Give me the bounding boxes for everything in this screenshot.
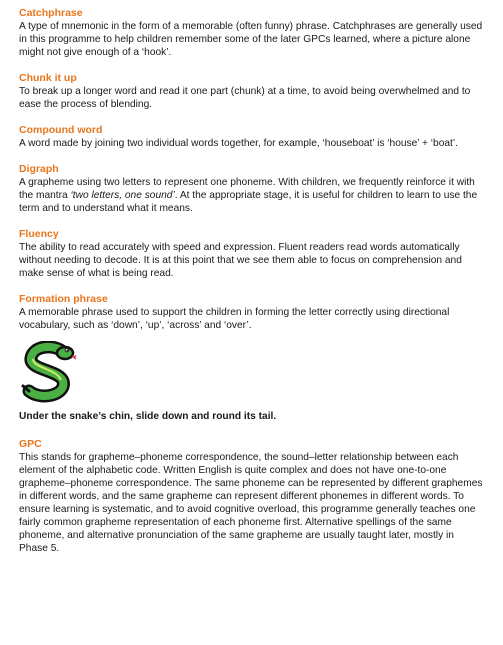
glossary-entry-fluency (19, 228, 485, 280)
glossary-entry-digraph (19, 163, 485, 215)
snake-s-icon (19, 341, 79, 403)
term-heading: Catchphrase (19, 7, 83, 19)
term-heading: Chunk it up (19, 72, 77, 84)
term-definition: A memorable phrase used to support the children in forming the letter correctly using directional vocabulary, such as ‘down’, ‘up’, ‘across’ and ‘over’. (19, 307, 450, 331)
definition-text: . At the appropriate stage, it is useful for children to learn to use the term and to understand what it means. (19, 190, 478, 214)
glossary-entry-gpc (19, 438, 485, 555)
mantra-text: ‘two letters, one sound’ (70, 190, 175, 201)
term-definition: A type of mnemonic in the form of a memorable (often funny) phrase. Catchphrases are generally used in this programme to help children remember some of the later GPCs learned, where a picture alone might not give enough of a ‘hook’. (19, 21, 483, 58)
term-heading: Compound word (19, 124, 103, 136)
glossary-entry-chunk-it-up (19, 72, 485, 111)
glossary-entry-formation-phrase (19, 293, 485, 332)
term-definition: A word made by joining two individual words together, for example, ‘houseboat’ is ‘house’ + ‘boat’. (19, 138, 458, 149)
term-definition: This stands for grapheme–phoneme correspondence, the sound–letter relationship between each element of the alphabetic code. Written English is quite complex and does not have one-to-one grapheme–phoneme correspondence. The same phoneme can be represented by different graphemes in different words, and the same grapheme can represent different phonemes in different words. To ensure learning is systematic, and to avoid cognitive overload, this programme generally teaches one fairly common grapheme representation of each phoneme first. Alternative spellings of the same phoneme, and alternative pronunciation of the same grapheme are usually taught later, mostly in Phase 5. (19, 452, 483, 554)
term-definition (19, 176, 485, 215)
snake-s-illustration (19, 341, 79, 403)
term-definition: The ability to read accurately with speed and expression. Fluent readers read words automatically without needing to decode. It is at this point that we see them able to focus on comprehension and make sense of what is being read. (19, 242, 462, 279)
glossary-page (19, 7, 485, 568)
term-heading: GPC (19, 438, 42, 450)
glossary-entry-compound-word (19, 124, 485, 150)
term-heading: Formation phrase (19, 293, 108, 305)
glossary-entry-catchphrase (19, 7, 485, 59)
formation-phrase-example: Under the snake’s chin, slide down and round its tail. (19, 411, 277, 422)
term-heading: Fluency (19, 228, 59, 240)
term-definition: To break up a longer word and read it one part (chunk) at a time, to avoid being overwhelmed and to ease the process of blending. (19, 86, 471, 110)
definition-text: A grapheme using two letters to represent one phoneme. With children, we frequently reinforce it with the mantra (19, 177, 475, 201)
term-heading: Digraph (19, 163, 59, 175)
